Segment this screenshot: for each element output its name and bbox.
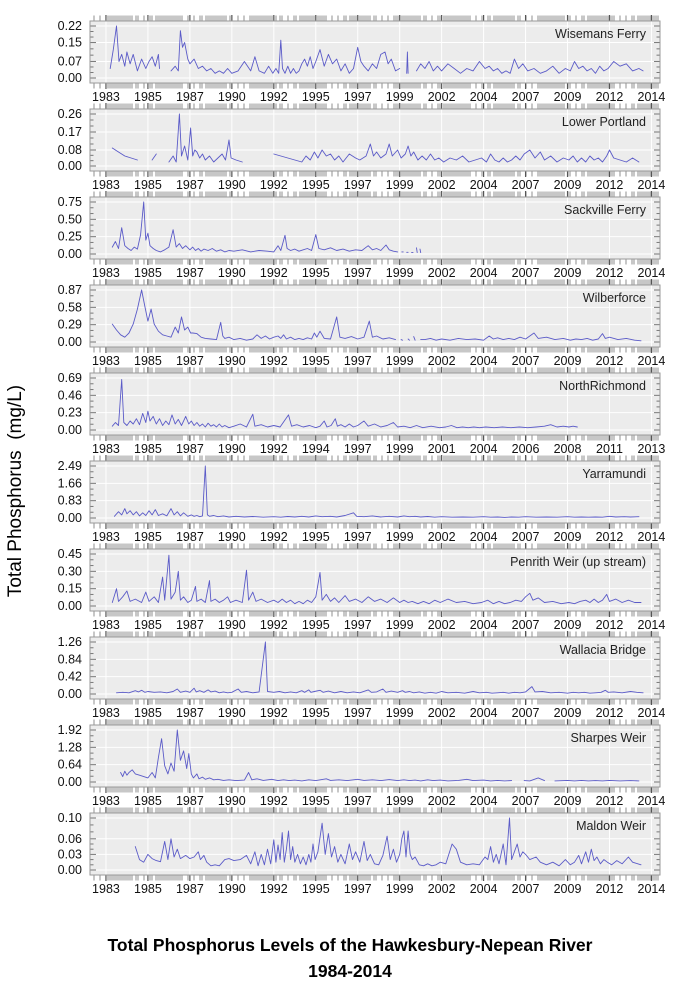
x-tick-label: 1990 xyxy=(217,442,246,455)
site-label: Penrith Weir (up stream) xyxy=(510,555,646,569)
y-tick-label: 0.69 xyxy=(57,371,82,385)
x-tick-label: 2007 xyxy=(511,530,540,543)
x-tick-label: 1995 xyxy=(301,178,330,191)
panel-sackville-ferry xyxy=(0,191,700,279)
x-tick-label: 2007 xyxy=(511,90,540,103)
x-tick-label: 1983 xyxy=(92,530,120,543)
x-tick-label: 1990 xyxy=(217,90,246,103)
x-tick-label: 1985 xyxy=(134,794,162,807)
y-tick-label: 1.66 xyxy=(57,476,82,491)
x-tick-label: 1985 xyxy=(134,354,162,367)
x-tick-label: 1992 xyxy=(259,266,288,279)
x-tick-label: 1990 xyxy=(217,618,246,631)
y-tick-label: 0.00 xyxy=(57,71,82,85)
x-tick-label: 2004 xyxy=(469,530,498,543)
x-tick-label: 2012 xyxy=(595,266,624,279)
x-tick-label: 1992 xyxy=(259,794,288,807)
x-tick-label: 1994 xyxy=(301,442,330,455)
x-tick-label: 2007 xyxy=(511,354,540,367)
y-tick-label: 0.50 xyxy=(57,212,82,227)
y-tick-label: 0.00 xyxy=(57,687,82,701)
x-tick-label: 1987 xyxy=(175,90,204,103)
x-tick-label: 2012 xyxy=(595,794,624,807)
x-tick-label: 1997 xyxy=(343,178,372,191)
y-tick-label: 1.92 xyxy=(57,723,82,737)
panel-lower-portland xyxy=(0,103,700,191)
x-tick-label: 1992 xyxy=(259,530,288,543)
site-label: Sackville Ferry xyxy=(564,203,646,217)
x-tick-label: 2007 xyxy=(511,706,540,719)
x-tick-label: 1999 xyxy=(385,266,414,279)
x-tick-label: 2014 xyxy=(637,530,666,543)
y-tick-label: 0.00 xyxy=(57,159,82,173)
x-tick-label: 2002 xyxy=(427,618,456,631)
x-tick-label: 1997 xyxy=(343,706,372,719)
x-tick-label: 1992 xyxy=(259,90,288,103)
x-tick-label: 2014 xyxy=(637,794,666,807)
x-tick-label: 2014 xyxy=(637,90,666,103)
x-tick-label: 1997 xyxy=(343,90,372,103)
x-tick-label: 1987 xyxy=(175,178,204,191)
x-tick-label: 1987 xyxy=(175,618,204,631)
x-tick-label: 1983 xyxy=(92,706,120,719)
x-tick-label: 2013 xyxy=(637,442,666,455)
x-tick-label: 1983 xyxy=(92,266,120,279)
x-tick-label: 2002 xyxy=(427,706,456,719)
y-tick-label: 0.17 xyxy=(57,125,82,139)
x-tick-label: 1995 xyxy=(301,354,330,367)
x-tick-label: 2009 xyxy=(553,266,582,279)
x-tick-label: 1992 xyxy=(259,706,288,719)
x-tick-label: 1997 xyxy=(343,442,372,455)
panel-yarramundi xyxy=(0,455,700,543)
y-tick-label: 0.83 xyxy=(57,493,82,508)
x-tick-label: 1999 xyxy=(385,354,414,367)
x-tick-label: 2004 xyxy=(469,266,498,279)
y-tick-label: 0.00 xyxy=(57,511,82,525)
x-tick-label: 1990 xyxy=(217,530,246,543)
x-tick-label: 1983 xyxy=(92,618,120,631)
x-tick-label: 1985 xyxy=(134,178,162,191)
plot-area xyxy=(90,285,660,347)
x-tick-label: 1997 xyxy=(343,618,372,631)
x-tick-label: 1990 xyxy=(217,178,246,191)
y-tick-label: 0.26 xyxy=(57,107,82,121)
y-tick-label: 0.22 xyxy=(57,19,82,33)
x-tick-label: 2014 xyxy=(637,266,666,279)
x-tick-label: 1997 xyxy=(343,530,372,543)
x-tick-label: 1999 xyxy=(385,442,414,455)
x-tick-label: 1983 xyxy=(92,90,120,103)
y-tick-label: 0.00 xyxy=(57,423,82,437)
x-tick-label: 1987 xyxy=(175,706,204,719)
x-tick-label: 2007 xyxy=(511,178,540,191)
x-tick-label: 1985 xyxy=(134,90,162,103)
panel-sharpes-weir xyxy=(0,719,700,807)
x-tick-label: 2002 xyxy=(427,530,456,543)
x-tick-label: 1983 xyxy=(92,178,120,191)
x-tick-label: 1999 xyxy=(385,794,414,807)
x-tick-label: 1990 xyxy=(217,354,246,367)
x-tick-label: 2004 xyxy=(469,706,498,719)
y-tick-label: 0.84 xyxy=(57,652,82,667)
x-tick-label: 1990 xyxy=(217,794,246,807)
x-tick-label: 1995 xyxy=(301,90,330,103)
y-tick-label: 0.42 xyxy=(57,669,82,684)
x-tick-label: 2004 xyxy=(469,794,498,807)
x-tick-label: 2001 xyxy=(427,442,456,455)
x-tick-label: 2012 xyxy=(595,706,624,719)
x-tick-label: 2009 xyxy=(553,530,582,543)
x-tick-label: 2009 xyxy=(553,90,582,103)
x-tick-label: 1992 xyxy=(259,618,288,631)
x-tick-label: 2012 xyxy=(595,90,624,103)
y-tick-label: 0.08 xyxy=(57,143,82,157)
x-tick-label: 2002 xyxy=(427,266,456,279)
x-tick-label: 2004 xyxy=(469,178,498,191)
x-tick-label: 1990 xyxy=(217,266,246,279)
x-tick-label: 2007 xyxy=(511,794,540,807)
x-tick-label: 1990 xyxy=(217,706,246,719)
site-label: Lower Portland xyxy=(561,115,646,129)
x-tick-label: 2002 xyxy=(427,90,456,103)
x-tick-label: 2002 xyxy=(427,354,456,367)
x-tick-label: 2009 xyxy=(553,178,582,191)
x-tick-label: 1999 xyxy=(385,706,414,719)
panel-wilberforce xyxy=(0,279,700,367)
y-tick-label: 0.58 xyxy=(57,300,82,315)
x-tick-label: 1987 xyxy=(175,530,204,543)
y-tick-label: 0.75 xyxy=(57,195,82,209)
x-tick-label: 2014 xyxy=(637,178,666,191)
site-label: Wallacia Bridge xyxy=(559,643,646,657)
x-tick-label: 1983 xyxy=(92,794,120,807)
x-tick-label: 2009 xyxy=(553,354,582,367)
x-tick-label: 2012 xyxy=(595,354,624,367)
y-tick-label: 0.00 xyxy=(57,335,82,349)
y-tick-label: 0.23 xyxy=(57,405,82,420)
x-tick-label: 2002 xyxy=(427,178,456,191)
panel-wisemans-ferry xyxy=(0,15,700,103)
x-tick-label: 2014 xyxy=(637,354,666,367)
x-tick-label: 2004 xyxy=(469,354,498,367)
x-tick-label: 1997 xyxy=(343,354,372,367)
x-tick-label: 2009 xyxy=(553,706,582,719)
x-tick-label: 2004 xyxy=(469,90,498,103)
x-tick-label: 2012 xyxy=(595,618,624,631)
x-tick-label: 2007 xyxy=(511,618,540,631)
x-tick-label: 1983 xyxy=(92,354,120,367)
x-tick-label: 2002 xyxy=(427,794,456,807)
y-tick-label: 0.29 xyxy=(57,317,82,332)
y-tick-label: 0.25 xyxy=(57,229,82,244)
y-tick-label: 1.26 xyxy=(57,635,82,649)
x-tick-label: 1999 xyxy=(385,90,414,103)
y-tick-label: 0.87 xyxy=(57,283,82,297)
panel-wallacia-bridge xyxy=(0,631,700,719)
x-tick-label: 2009 xyxy=(553,618,582,631)
x-tick-label: 1985 xyxy=(134,706,162,719)
x-tick-label: 1985 xyxy=(134,266,162,279)
x-tick-label: 2011 xyxy=(596,442,623,455)
panel-penrith-weir-up-stream xyxy=(0,543,700,631)
x-tick-label: 1999 xyxy=(385,618,414,631)
y-tick-label: 0.45 xyxy=(57,547,82,561)
series-line xyxy=(401,340,402,341)
panels-column xyxy=(0,15,700,895)
x-tick-label: 1997 xyxy=(343,266,372,279)
x-tick-label: 1995 xyxy=(301,266,330,279)
y-tick-label: 0.00 xyxy=(57,247,82,261)
y-tick-label: 0.64 xyxy=(57,757,82,772)
site-label: Wisemans Ferry xyxy=(555,27,646,41)
x-tick-label: 2006 xyxy=(511,442,540,455)
x-tick-label: 2012 xyxy=(595,178,624,191)
y-tick-label: 0.30 xyxy=(57,564,82,579)
x-tick-label: 2004 xyxy=(469,618,498,631)
x-tick-label: 1995 xyxy=(301,618,330,631)
x-tick-label: 2014 xyxy=(637,706,666,719)
x-tick-label: 1992 xyxy=(259,354,288,367)
x-tick-label: 1985 xyxy=(134,618,162,631)
y-tick-label: 0.00 xyxy=(57,599,82,613)
x-tick-label: 1987 xyxy=(175,794,204,807)
plot-area xyxy=(90,813,660,875)
y-tick-label: 2.49 xyxy=(57,459,82,473)
y-tick-label: 1.28 xyxy=(57,740,82,755)
x-tick-label: 1987 xyxy=(175,354,204,367)
x-tick-label: 1999 xyxy=(385,530,414,543)
x-tick-label: 1995 xyxy=(301,706,330,719)
x-tick-label: 1999 xyxy=(385,178,414,191)
x-tick-label: 1992 xyxy=(259,442,288,455)
x-tick-label: 2007 xyxy=(511,266,540,279)
x-tick-label: 2014 xyxy=(637,618,666,631)
y-tick-label: 0.15 xyxy=(57,35,82,50)
x-tick-label: 2012 xyxy=(595,530,624,543)
y-tick-label: 0.15 xyxy=(57,581,82,596)
y-axis-label: Total Phosphorus (mg/L) xyxy=(5,384,26,598)
x-tick-label: 2009 xyxy=(553,794,582,807)
x-tick-label: 1987 xyxy=(175,442,204,455)
x-tick-label: 1995 xyxy=(301,530,330,543)
site-label: Yarramundi xyxy=(582,467,646,481)
x-tick-label: 1997 xyxy=(343,794,372,807)
x-tick-label: 2008 xyxy=(553,442,582,455)
site-label: NorthRichmond xyxy=(559,379,646,393)
site-label: Sharpes Weir xyxy=(570,731,646,745)
y-tick-label: 0.00 xyxy=(57,775,82,789)
panel-northrichmond xyxy=(0,367,700,455)
x-tick-label: 1992 xyxy=(259,178,288,191)
x-tick-label: 2004 xyxy=(469,442,498,455)
x-tick-label: 1987 xyxy=(175,266,204,279)
x-tick-label: 1995 xyxy=(301,794,330,807)
x-tick-label: 1985 xyxy=(134,442,162,455)
x-tick-label: 1985 xyxy=(134,530,162,543)
x-tick-label: 1983 xyxy=(92,442,120,455)
panel-maldon-weir xyxy=(0,807,700,895)
y-tick-label: 0.07 xyxy=(57,54,82,69)
site-label: Wilberforce xyxy=(582,291,646,305)
series-line xyxy=(555,780,639,781)
y-tick-label: 0.46 xyxy=(57,388,82,403)
